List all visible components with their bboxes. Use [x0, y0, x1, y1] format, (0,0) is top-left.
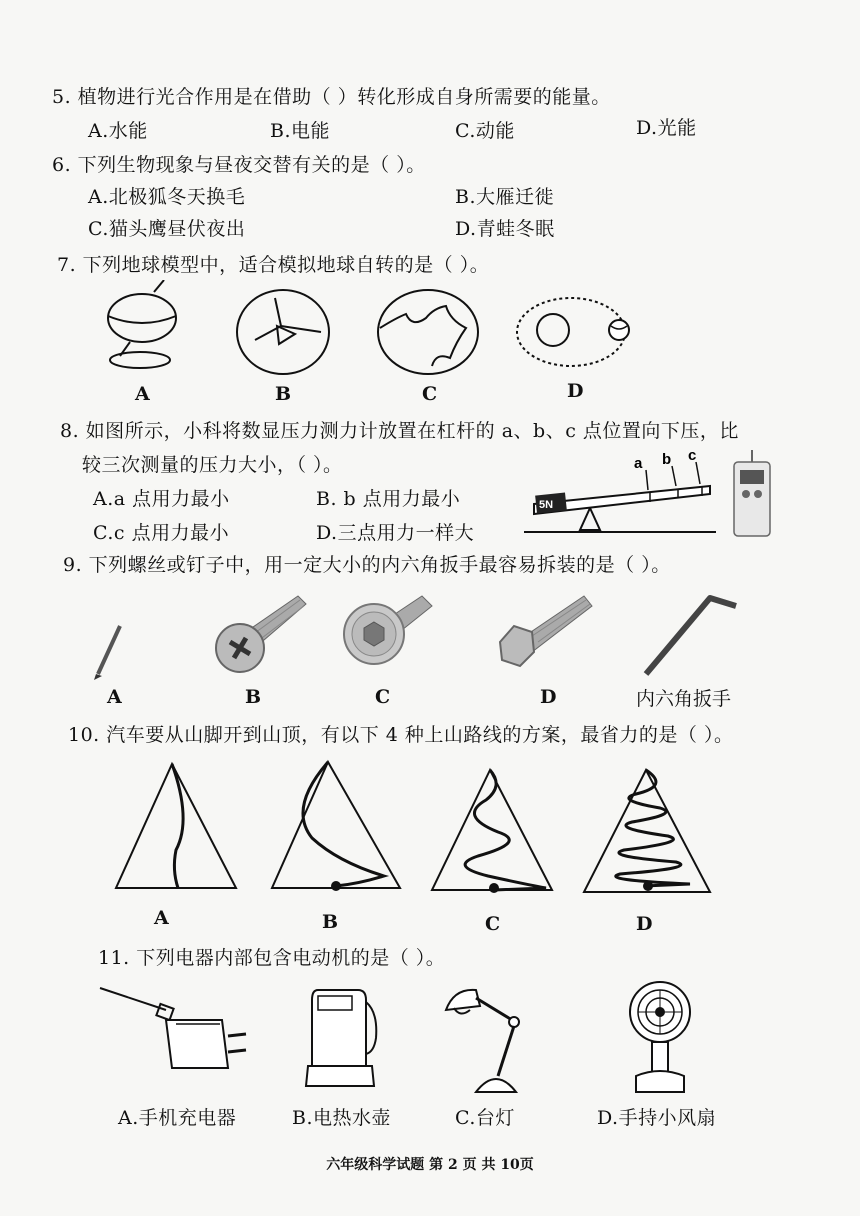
q7-model-b-figure — [235, 288, 335, 378]
q11-label-d: D.手持小风扇 — [597, 1107, 717, 1129]
q10-route-d-figure — [580, 766, 716, 898]
q11-stem: 11. 下列电器内部包含电动机的是（ ）。 — [98, 947, 446, 969]
page-footer: 六年级科学试题 第 2 页 共 10页 — [326, 1157, 534, 1173]
q11-label-a: A.手机充电器 — [118, 1107, 237, 1129]
q6-stem: 6. 下列生物现象与昼夜交替有关的是（ ）。 — [52, 154, 426, 176]
q10-label-d: D — [636, 913, 653, 935]
q9-nail-a-figure — [88, 622, 128, 682]
q8-weight-label: 5N — [539, 499, 554, 511]
q7-label-d: D — [567, 380, 584, 402]
q5-option-a: A.水能 — [88, 120, 148, 142]
q10-route-b-figure — [268, 758, 408, 894]
q8-lever-figure — [520, 440, 780, 544]
q9-label-b: B — [245, 686, 262, 708]
q7-label-a: A — [135, 383, 150, 405]
q8-stem-line1: 8. 如图所示，小科将数显压力测力计放置在杠杆的 a、b、c 点位置向下压，比 — [60, 420, 739, 442]
q10-label-c: C — [485, 913, 501, 935]
q5-stem: 5. 植物进行光合作用是在借助（ ）转化形成自身所需要的能量。 — [52, 86, 611, 108]
q6-option-d: D.青蛙冬眠 — [455, 218, 555, 240]
q9-phillips-screw-b-figure — [210, 590, 310, 680]
q6-option-b: B.大雁迁徙 — [455, 186, 555, 208]
q7-model-d-figure — [515, 294, 635, 374]
q10-route-a-figure — [112, 760, 242, 894]
q8-point-c-label: c — [688, 447, 697, 464]
q9-label-d: D — [540, 686, 557, 708]
q11-handheld-fan-figure — [622, 976, 698, 1098]
q7-label-b: B — [275, 383, 292, 405]
q8-option-d: D.三点用力一样大 — [316, 522, 475, 544]
q9-stem: 9. 下列螺丝或钉子中，用一定大小的内六角扳手最容易拆装的是（ ）。 — [63, 554, 671, 576]
q7-label-c: C — [422, 383, 438, 405]
q8-option-b: B. b 点用力最小 — [316, 488, 461, 510]
q10-label-a: A — [154, 907, 169, 929]
q11-desk-lamp-figure — [440, 980, 540, 1096]
q10-route-c-figure — [428, 766, 558, 896]
q8-point-a-label: a — [634, 455, 643, 472]
q8-stem-line2: 较三次测量的压力大小，（ ）。 — [82, 454, 343, 476]
q8-point-b-label: b — [662, 451, 672, 468]
q7-model-c-figure — [376, 288, 480, 378]
q8-option-a: A.a 点用力最小 — [93, 488, 230, 510]
q11-label-b: B.电热水壶 — [292, 1107, 392, 1129]
q10-label-b: B — [322, 911, 339, 933]
q9-label-a: A — [107, 686, 122, 708]
q11-label-c: C.台灯 — [455, 1107, 515, 1129]
q9-label-hex-key: 内六角扳手 — [636, 688, 732, 710]
q9-hex-head-bolt-d-figure — [492, 588, 602, 678]
q9-label-c: C — [375, 686, 391, 708]
q9-hex-socket-bolt-c-figure — [340, 588, 440, 678]
q5-option-b: B.电能 — [270, 120, 331, 142]
q7-model-a-figure — [100, 280, 190, 370]
q8-option-c: C.c 点用力最小 — [93, 522, 230, 544]
q5-option-d: D.光能 — [636, 117, 697, 139]
q5-option-c: C.动能 — [455, 120, 515, 142]
q11-phone-charger-figure — [96, 980, 256, 1076]
q6-option-c: C.猫头鹰昼伏夜出 — [88, 218, 246, 240]
q7-stem: 7. 下列地球模型中，适合模拟地球自转的是（ ）。 — [57, 254, 490, 276]
q6-option-a: A.北极狐冬天换毛 — [88, 186, 246, 208]
q9-hex-key-figure — [640, 590, 740, 680]
q10-stem: 10. 汽车要从山脚开到山顶，有以下 4 种上山路线的方案，最省力的是（ ）。 — [68, 724, 734, 746]
q11-electric-kettle-figure — [300, 982, 380, 1094]
